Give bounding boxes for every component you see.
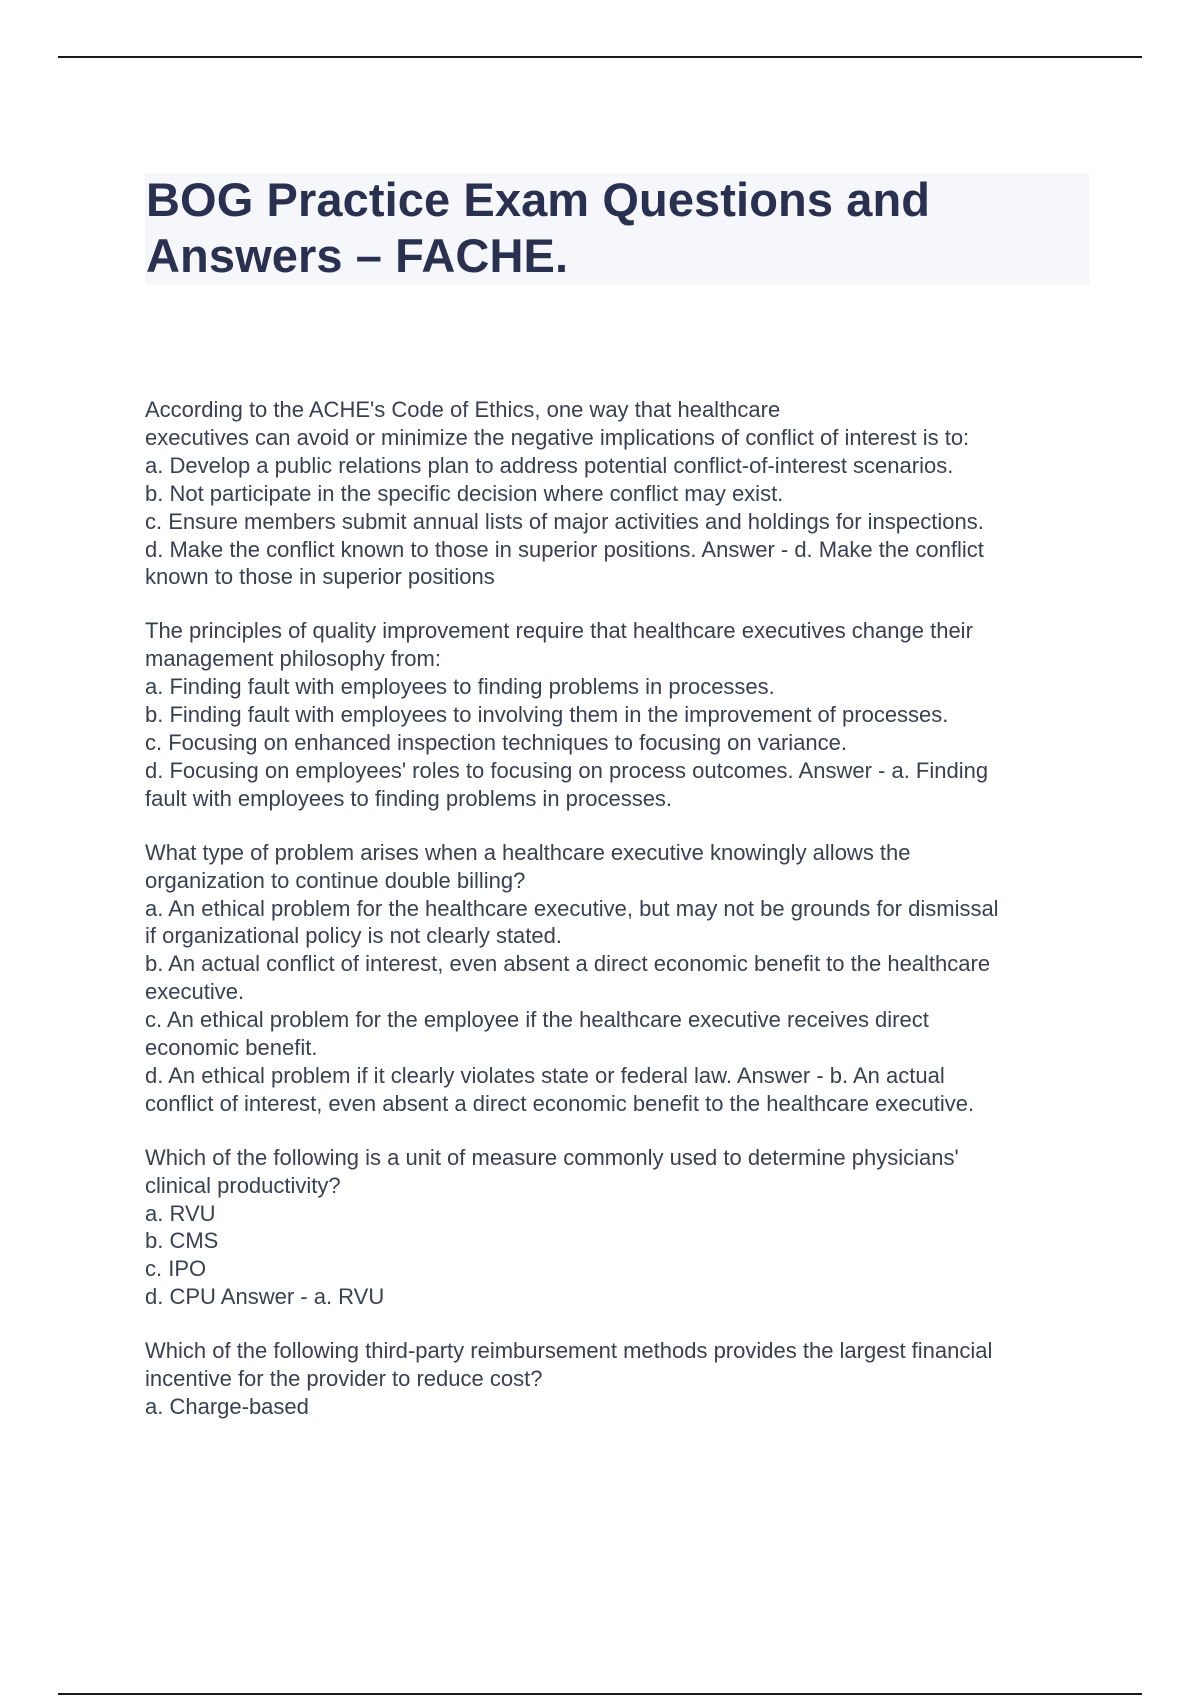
question-line: d. An ethical problem if it clearly violates state or federal law. Answer - b. An actual [145, 1062, 945, 1088]
question-line: a. Develop a public relations plan to address potential conflict-of-interest scenarios. [145, 452, 954, 478]
question-block [145, 1144, 1105, 1311]
question-line: conflict of interest, even absent a direct economic benefit to the healthcare executive. [145, 1090, 975, 1116]
question-block [145, 839, 1105, 1118]
question-line: c. Ensure members submit annual lists of major activities and holdings for inspections. [145, 508, 984, 534]
question-list [145, 396, 1105, 1447]
question-line: b. Not participate in the specific decision where conflict may exist. [145, 480, 784, 506]
question-block [145, 396, 1105, 591]
question-line: d. CPU Answer - a. RVU [145, 1284, 385, 1310]
question-text: Which of the following is a unit of measure commonly used to determine physicians' [145, 1144, 959, 1170]
question-line: executives can avoid or minimize the negative implications of conflict of interest is to: [145, 424, 970, 450]
bottom-rule [58, 1693, 1142, 1695]
question-line: c. Focusing on enhanced inspection techniques to focusing on variance. [145, 729, 848, 755]
question-line: c. An ethical problem for the employee if the healthcare executive receives direct [145, 1007, 929, 1033]
question-line: b. CMS [145, 1228, 219, 1254]
question-block [145, 1337, 1105, 1421]
question-line: a. Charge-based [145, 1394, 309, 1419]
document-title [146, 172, 1086, 284]
question-line: a. RVU [145, 1200, 216, 1226]
question-line: a. An ethical problem for the healthcare executive, but may not be grounds for dismissal [145, 895, 999, 921]
question-text: Which of the following third-party reimbursement methods provides the largest financial [145, 1338, 993, 1364]
title-line-2: Answers – FACHE. [146, 229, 569, 282]
question-line: clinical productivity? [145, 1172, 341, 1198]
question-line: executive. [145, 979, 245, 1005]
question-line: if organizational policy is not clearly stated. [145, 923, 562, 949]
question-text: What type of problem arises when a healthcare executive knowingly allows the [145, 839, 911, 865]
title-line-1: BOG Practice Exam Questions and [146, 173, 931, 226]
question-text: According to the ACHE's Code of Ethics, one way that healthcare [145, 397, 781, 422]
question-line: management philosophy from: [145, 646, 441, 672]
top-rule [58, 56, 1142, 58]
question-line: economic benefit. [145, 1035, 318, 1061]
question-block [145, 617, 1105, 812]
question-line: incentive for the provider to reduce cost? [145, 1366, 543, 1392]
question-line: b. Finding fault with employees to involving them in the improvement of processes. [145, 702, 949, 728]
question-text: The principles of quality improvement require that healthcare executives change their [145, 618, 973, 644]
question-line: a. Finding fault with employees to finding problems in processes. [145, 674, 775, 700]
question-line: d. Make the conflict known to those in superior positions. Answer - d. Make the conflict [145, 536, 984, 562]
question-line: known to those in superior positions [145, 564, 495, 590]
question-line: fault with employees to finding problems in processes. [145, 785, 673, 811]
question-line: c. IPO [145, 1256, 207, 1282]
question-line: d. Focusing on employees' roles to focusing on process outcomes. Answer - a. Finding [145, 757, 989, 783]
question-line: organization to continue double billing? [145, 867, 526, 893]
question-line: b. An actual conflict of interest, even absent a direct economic benefit to the healthcare [145, 951, 991, 977]
